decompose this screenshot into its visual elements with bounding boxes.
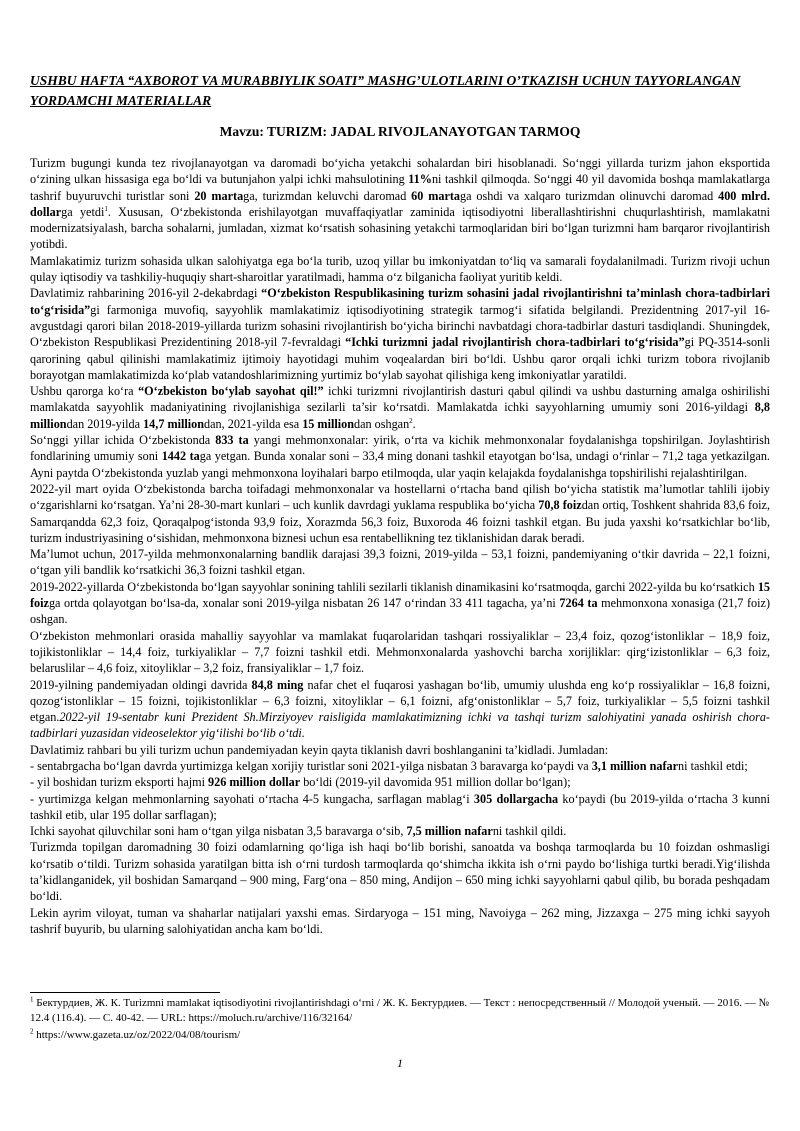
paragraph-3 <box>30 285 770 383</box>
footnote-mark: 1 <box>30 995 34 1004</box>
highlight-value: 833 ta <box>215 433 249 448</box>
list-item <box>30 774 770 790</box>
highlight-value: 7264 ta <box>559 596 598 611</box>
decree-title: “O‘zbekiston Respublikasining turizm sohasini jadal rivojlantirishni ta’minlash chora-tadbirlari to‘g‘risida” <box>30 286 770 317</box>
list-item <box>30 758 770 774</box>
text-run: ga, turizmdan keluvchi daromad <box>243 188 412 203</box>
footnote-text: Бектурдиев, Ж. К. Turizmni mamlakat iqtisodiyotini rivojlantirishdagi o‘rni / Ж. К. Бектурдиев. — Текст : непосредственный // Молодой ученый. — 2016. — № 12.4 (116.4). — С. 40-42. — URL: https://moluch.ru/archive/116/32164/ <box>30 997 769 1024</box>
paragraph-4 <box>30 383 770 432</box>
text-run: nafar chet el fuqarosi yashagan bo‘lib, umumiy ulushda eng ko‘p rossiyaliklar – 16,8 foizni, qozog‘istonliklar – 15 foizni, tojikistonliklar – 6,3 foizni, xitoyliklar – 6,1 foizni, afg‘onistonliklar – 5,7 foiz, turkiyaliklar – 5,5 foizni tashkil etgan. <box>30 677 770 725</box>
text-run: dan 2019-yilda <box>66 416 144 431</box>
paragraph-8 <box>30 579 770 628</box>
page-number: 1 <box>397 1056 403 1070</box>
text-run: yangi mehmonxonalar: yirik, o‘rta va kichik mehmonxonalar foydalanishga topshirilgan. Joylashtirish fondlarining umumiy soni <box>30 433 770 464</box>
text-run: Ichki sayohat qiluvchilar soni ham o‘tgan yilga nisbatan 3,5 baravarga o‘sib, <box>30 824 407 839</box>
paragraph-15 <box>30 823 770 839</box>
text-run: ni tashkil etdi; <box>678 758 748 773</box>
text-run: . <box>412 416 416 431</box>
document-body <box>30 155 770 937</box>
text-run: gi farmoniga muvofiq, sayyohlik mamlakatimiz iqtisodiyotining strategik tarmog‘i sifatida belgilandi. Prezidentning 2017-yil 16-avgustdagi qarori bilan 2018-2019-yillarda turizm sohasini rivojlantirish bo‘yicha birinchi navbatdagi chora-tadbirlar dasturi tasdiqlandi. Shuningdek, O‘zbekiston Respublikasi Prezidentining 2018-yil 7-fevraldagi <box>30 302 770 350</box>
paragraph-5 <box>30 432 770 481</box>
paragraph-7: Ma’lumot uchun, 2017-yilda mehmonxonalarning bandlik darajasi 39,3 foizni, 2019-yilda – 53,1 foizni, pandemiyaning o‘tkir davrida – 22,1 foizni, o‘tgan yili bandlik ko‘rsatkichi 36,3 foizni tashkil etgan. <box>30 547 770 578</box>
text-run: Ushbu qarorga ko‘ra <box>30 384 139 399</box>
text-run: mehmonxona xonasiga (21,7 foiz) oshgan. <box>30 596 771 627</box>
topic-title: Mavzu: TURIZM: JADAL RIVOJLANAYOTGAN TARMOQ <box>219 124 581 139</box>
text-run: 2019-yilning pandemiyadan oldingi davrida <box>30 677 252 692</box>
text-run: Davlatimiz rahbarining 2016-yil 2-dekabrdagi <box>30 286 262 301</box>
text-run: ga ortda qolayotgan bo‘lsa-da, xonalar soni 2019-yilga nisbatan 26 147 o‘rindan 33 411 tagacha, ya’ni <box>48 596 560 611</box>
text-run: dan ortiq, Toshkent shahrida 83,6 foiz, Samarqandda 62,3 foiz, Qoraqalpog‘istonda 93,9 foiz, Xorazmda 56,3 foiz, Buxoroda 46 foizni tashkil etgan. Bu juda yaxshi ko‘rsatkichlar bo‘lib, turizm industriyasining o‘sishidan, mehmonxona biznesi uchun esa rentabellikning tez tiklanishidan darak beradi. <box>30 498 771 545</box>
highlight-value: 7,5 million nafar <box>406 824 493 839</box>
text-run: dan, 2021-yilda esa <box>204 416 303 431</box>
document-header: USHBU HAFTA “AXBOROT VA MURABBIYLIK SOATI” MASHG’ULOTLARINI O’TKAZISH UCHUN TAYYORLANGAN YORDAMCHI MATERIALLAR <box>30 73 741 108</box>
text-run: . Xususan, O‘zbekistonda erishilayotgan muvaffaqiyatlar zaminida iqtisodiyotni liberallashtirishni chuqurlashtirish, mamlakatni modernizatsiyalash, barcha sohalarni, jumladan, xizmat ko‘rsatish sohasining yetakchi tarmoqlaridan biri bo‘lgan turizmni ham barqaror rivojlantirish yotibdi. <box>30 204 770 252</box>
highlight-value: 3,1 million nafar <box>591 758 679 773</box>
paragraph-6 <box>30 481 770 546</box>
highlight-value: 8,8 million <box>30 400 770 431</box>
highlight-value: 11% <box>408 172 432 187</box>
footnote-ref[interactable]: 2 <box>409 416 413 425</box>
text-run: gi PQ-3514-sonli qarorining qabul qilinishi mamlakatimiz ijtimoiy hayotidagi muhim voqealardan biri bo‘ldi. Ushbu qaror orqali ichki turizm tobora rivojlanib borayotgan mamlakatimizda ko‘plab vatandoshlarimizning yurtimiz bo‘ylab sayohat qilishiga keng imkoniyatlar yaratildi. <box>30 335 770 382</box>
footnote-mark: 2 <box>30 1027 34 1036</box>
text-run: Turizm bugungi kunda tez rivojlanayotgan va daromadi bo‘yicha yetakchi sohalardan biri hisoblanadi. So‘nggi yillarda turizm jahon eksportida o‘zining ulkan hissasiga ega bo‘ldi va butunjahon yalpi ichki mahsulotining <box>30 156 770 187</box>
highlight-value: 15 foiz <box>30 579 770 611</box>
decree-title: “Ichki turizmni jadal rivojlantirish chora-tadbirlari to‘g‘risida” <box>345 335 685 350</box>
text-run: ni tashkil qildi. <box>492 824 567 839</box>
highlight-value: 1442 ta <box>161 449 200 464</box>
text-run: ga yetgan. Bunda xonalar soni – 33,4 ming donani tashkil etayotgan bo‘lsa, undagi o‘rinlar – 71,2 taga yetkazilgan. Ayni paytda O‘zbekistonda yuzlab yangi mehmonxona loyihalari barpo etilmoqda, ular yaqin kelajakda foydalanishga topshirilishi rejalashtirilgan. <box>30 449 770 480</box>
highlight-value: 84,8 ming <box>251 677 304 692</box>
paragraph-1 <box>30 155 770 253</box>
highlight-value: 305 dollargacha <box>473 791 559 806</box>
text-run: ga yetdi <box>61 204 105 219</box>
paragraph-10 <box>30 677 770 742</box>
highlight-value: 20 marta <box>194 188 244 203</box>
footnote-ref[interactable]: 1 <box>104 204 108 213</box>
paragraph-9: O‘zbekiston mehmonlari orasida mahalliy sayyohlar va mamlakat fuqarolaridan tashqari rossiyaliklar – 23,4 foiz, qozog‘istonliklar – 18,9 foiz, tojikistonliklar – 14,4 foiz, turkiyaliklar – 7,7 foizni tashkil etdi. Mehmonxonalarda yashovchi barcha xorijliklar: qirg‘izistonliklar – 6,3 foiz, belaruslilar – 4,6 foiz, xitoyliklar – 3,2 foiz, fransiyaliklar – 1,7 foiz. <box>30 628 770 676</box>
paragraph-17: Lekin ayrim viloyat, tuman va shaharlar natijalari yaxshi emas. Sirdaryoga – 151 ming, Navoiyga – 262 ming, Jizzaxga – 275 ming ichki sayyoh tashrif buyurib, bu ularning salohiyatidan ancha kam bo‘ldi. <box>30 905 770 936</box>
footnote-link[interactable]: https://www.gazeta.uz/oz/2022/04/08/tourism/ <box>33 1029 241 1041</box>
text-run: dan oshgan <box>354 416 410 431</box>
list-item <box>30 791 770 824</box>
text-run: bo‘ldi (2019-yil davomida 951 million dollar bo‘lgan); <box>300 775 571 790</box>
text-run: - yil boshidan turizm eksporti hajmi <box>30 775 209 790</box>
text-run: 2022-yil mart oyida O‘zbekistonda barcha toifadagi mehmonxonalar va hostellarni o‘rtacha band qilish bo‘yicha statistik ma’lumotlar tahlili ijobiy o‘zgarishlarni ko‘rsatgan. Ya’ni 28-30-mart kunlari – uch kunlik davrdagi yuklama respublika bo‘yicha <box>30 481 770 513</box>
footnote-separator <box>30 992 220 993</box>
text-run: ni tashkil qilmoqda. So‘nggi 40 yil davomida boshqa mamlakatlarga tashrif buyuruvchi turistlar soni <box>30 172 770 203</box>
highlight-value: 15 million <box>302 416 354 431</box>
highlight-value: 60 marta <box>411 188 461 203</box>
highlight-value: 14,7 million <box>143 416 205 431</box>
text-run: - sentabrgacha bo‘lgan davrda yurtimizga kelgan xorijiy turistlar soni 2021-yilga nisbatan 3 baravarga ko‘paydi va <box>30 758 592 773</box>
text-run: So‘nggi yillar ichida O‘zbekistonda <box>30 433 216 448</box>
text-run: 2019-2022-yillarda O‘zbekistonda bo‘lgan sayyohlar sonining tahlili sezilarli tiklanish dinamikasini ko‘rsatmoqda, garchi 2022-yilda bu ko‘rsatkich <box>30 579 758 594</box>
highlight-value: 70,8 foiz <box>538 498 582 513</box>
highlight-value: 400 mlrd. dollar <box>30 188 771 219</box>
paragraph-11: Davlatimiz rahbari bu yili turizm uchun pandemiyadan keyin qayta tiklanish davri boshlanganini ta’kidladi. Jumladan: <box>30 742 609 757</box>
text-run: ichki turizmni rivojlantirish dasturi qabul qilindi va ushbu dasturning amalga oshirilishi mamlakatda sayyohlik madaniyatining rivojlanishiga sezilarli ta’sir ko‘rsatdi. Mamlakatda ichki sayyohlarning umumiy soni 2016-yildagi <box>30 384 770 415</box>
text-run: - yurtimizga kelgan mehmonlarning sayohati o‘rtacha 4-5 kungacha, sarflagan mablag‘i <box>30 791 474 806</box>
footnote-2 <box>30 1028 770 1043</box>
footnote-1 <box>30 996 770 1026</box>
paragraph-2: Mamlakatimiz turizm sohasida ulkan salohiyatga ega bo‘la turib, uzoq yillar bu imkoniyatdan to‘liq va samarali foydalanilmadi. Turizm rivoji uchun qulay iqtisodiy va tashkiliy-huquqiy shart-sharoitlar yaratilmadi, hamma o‘z bilganicha faoliyat yuritib keldi. <box>30 253 770 285</box>
italic-note: 2022-yil 19-sentabr kuni Prezident Sh.Mirziyoyev raisligida mamlakatimizning ichki va tashqi turizm salohiyatini yanada oshirish chora-tadbirlari yuzasidan videoselektor yig‘ilishi bo‘lib o‘tdi. <box>30 710 770 741</box>
paragraph-16: Turizmda topilgan daromadning 30 foizi odamlarning qo‘liga ish haqi bo‘lib borishi, sanoatda va boshqa tarmoqlarda bu 10 foizdan oshmasligi ko‘rsatib o‘tildi. Turizm sohasida yaratilgan bitta ish o‘rni turdosh tarmoqlarda qo‘shimcha ikkita ish o‘rni paydo bo‘lishiga turtki beradi.Yig‘ilishda ta’kidlanganidek, yil boshidan Samarqand – 900 ming, Farg‘ona – 850 ming, Andijon – 650 ming ichki sayyohlarni qabul qilib, bu borada peshqadam bo‘ldi. <box>30 840 770 904</box>
program-title: “O‘zbekiston bo‘ylab sayohat qil!” <box>138 384 324 399</box>
text-run: ga oshdi va xalqaro turizmdan olinuvchi daromad <box>460 188 719 203</box>
highlight-value: 926 million dollar <box>208 775 301 790</box>
text-run: ko‘paydi (bu 2019-yilda o‘rtacha 3 kunni tashkil etib, ular 195 dollar sarflagan); <box>30 791 770 822</box>
